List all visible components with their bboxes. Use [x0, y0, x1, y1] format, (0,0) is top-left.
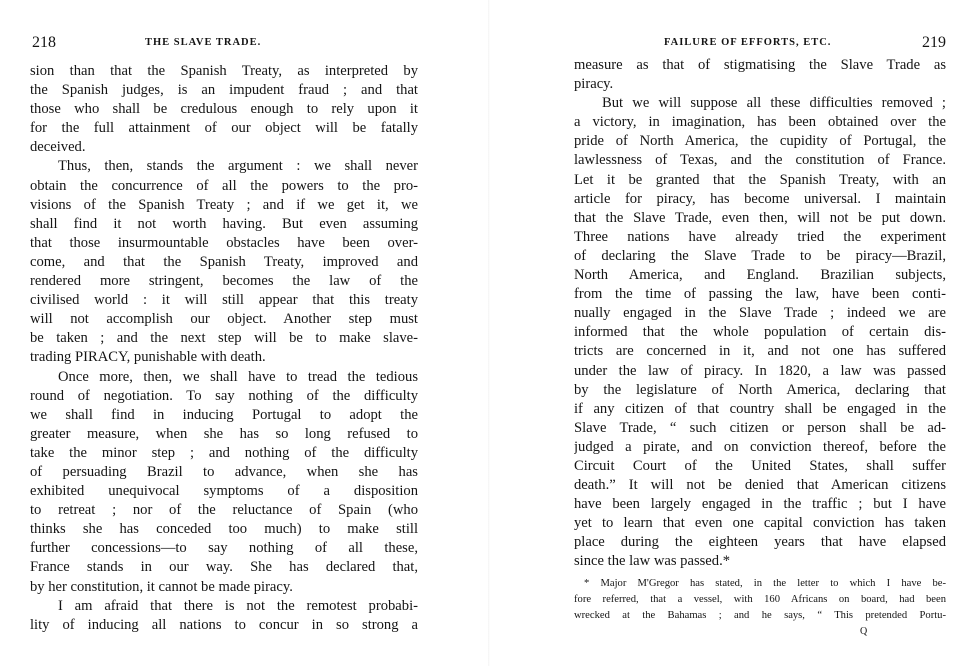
text-line: Let it be granted that the Spanish Treaty, with an	[574, 171, 946, 188]
text-line: Slave Trade, “ such citizen or person shall be ad-	[574, 419, 946, 436]
text-line: tricts are concerned in it, and not one has suffered	[574, 343, 946, 360]
text-line: civilised world : it will still appear that this treaty	[30, 292, 418, 309]
text-line: piracy.	[574, 76, 614, 93]
text-line: sion than that the Spanish Treaty, as interpreted by	[30, 63, 418, 79]
text-line: round of negotiation. To say nothing of the difficulty	[30, 387, 418, 404]
text-line: from the time of passing the law, have been conti-	[574, 286, 946, 303]
right-page-text	[574, 56, 946, 572]
running-head: FAILURE OF EFFORTS, ETC.	[664, 37, 832, 48]
running-head: THE SLAVE TRADE.	[145, 37, 262, 48]
footnote-line: wrecked at the Bahamas ; and he says, “ This pretended Portu-	[574, 610, 946, 621]
footnote	[574, 576, 946, 624]
text-line: since the law was passed.*	[574, 553, 731, 570]
text-line: informed that the whole population of certain dis-	[574, 324, 946, 341]
text-line: place during the eighteen years that have elapsed	[574, 534, 946, 551]
right-page	[574, 0, 946, 666]
text-line: shall find it not worth having. But even assuming	[30, 215, 418, 232]
text-line: exhibited unequivocal symptoms of a disposition	[30, 483, 418, 500]
text-line: lawlessness of Texas, and the constitution of France.	[574, 152, 946, 169]
text-line: will not accomplish our object. Another step must	[30, 311, 418, 328]
text-line: judged a pirate, and on conviction thereof, before the	[574, 438, 946, 455]
text-line: thinks she has conceded too much) to make still	[30, 521, 418, 538]
text-line: Thus, then, stands the argument : we shall never	[58, 158, 418, 175]
text-line: that the Slave Trade, even then, will not be put down.	[574, 209, 946, 226]
text-line: be taken ; and the next step will be to make slave-	[30, 330, 418, 347]
text-line: we shall find in inducing Portugal to adopt the	[30, 406, 418, 423]
text-line: a victory, in imagination, has been obtained over the	[574, 114, 946, 131]
text-line: of declaring the Slave Trade to be piracy—Brazil,	[574, 247, 946, 264]
text-line: if any citizen of that country shall be engaged in the	[574, 400, 946, 417]
right-page-header	[574, 34, 946, 54]
text-line: But we will suppose all these difficulties removed ;	[602, 95, 946, 112]
page-number: 218	[32, 34, 56, 51]
footnote-line: fore referred, that a vessel, with 160 Africans on board, had been	[574, 594, 946, 605]
text-line: trading PIRACY, punishable with death.	[30, 349, 266, 366]
text-line: Once more, then, we shall have to tread the tedious	[58, 368, 418, 385]
text-line: death.” It will not be denied that American citizens	[574, 477, 946, 494]
text-line: of persuading Brazil to advance, when she has	[30, 463, 418, 480]
text-line: for the full attainment of our object will be fatally	[30, 120, 418, 137]
text-line: Three nations have already tried the experiment	[574, 228, 946, 245]
text-line: by her constitution, it cannot be made piracy.	[30, 578, 293, 595]
left-page-header	[30, 34, 418, 54]
text-line: those who shall be credulous enough to rely upon it	[30, 101, 418, 118]
signature-mark: Q	[860, 626, 868, 637]
text-line: nually engaged in the Slave Trade ; indeed we are	[574, 305, 946, 322]
text-line: North America, and England. Brazilian subjects,	[574, 267, 946, 284]
text-line: that those insurmountable obstacles have been over-	[30, 234, 418, 251]
text-line: by the legislature of North America, declaring that	[574, 381, 946, 398]
text-line: further concessions—to say nothing of all these,	[30, 540, 418, 557]
text-line: measure as that of stigmatising the Slave Trade as	[574, 57, 946, 73]
text-line: France stands in our way. She has declared that,	[30, 559, 418, 576]
footnote-line: * Major M'Gregor has stated, in the letter to which I have be-	[584, 578, 946, 589]
text-line: the Spanish judges, is an impudent fraud ; and that	[30, 82, 418, 99]
text-line: deceived.	[30, 139, 86, 156]
text-line: I am afraid that there is not the remotest probabi-	[58, 597, 418, 614]
text-line: yet to learn that even one capital conviction has taken	[574, 515, 946, 532]
text-line: take the minor step ; and nothing of the difficulty	[30, 444, 418, 461]
text-line: pride of North America, the cupidity of Portugal, the	[574, 133, 946, 150]
text-line: have been largely engaged in the traffic ; but I have	[574, 496, 946, 513]
text-line: lity of inducing all nations to concur in so strong a	[30, 616, 418, 633]
left-page	[30, 0, 418, 666]
text-line: visions of the Spanish Treaty ; and if we get it, we	[30, 196, 418, 213]
text-line: obtain the concurrence of all the powers to the pro-	[30, 177, 418, 194]
text-line: come, and that the Spanish Treaty, improved and	[30, 253, 418, 270]
text-line: rendered more stringent, becomes the law of the	[30, 273, 418, 290]
text-line: Circuit Court of the United States, shall suffer	[574, 457, 946, 474]
book-gutter	[488, 0, 490, 666]
text-line: article for piracy, has become universal. I maintain	[574, 190, 946, 207]
text-line: under the law of piracy. In 1820, a law was passed	[574, 362, 946, 379]
page-number: 219	[922, 34, 946, 51]
left-page-text	[30, 62, 418, 635]
text-line: greater measure, when she has so long refused to	[30, 425, 418, 442]
text-line: to retreat ; nor of the reluctance of Spain (who	[30, 502, 418, 519]
